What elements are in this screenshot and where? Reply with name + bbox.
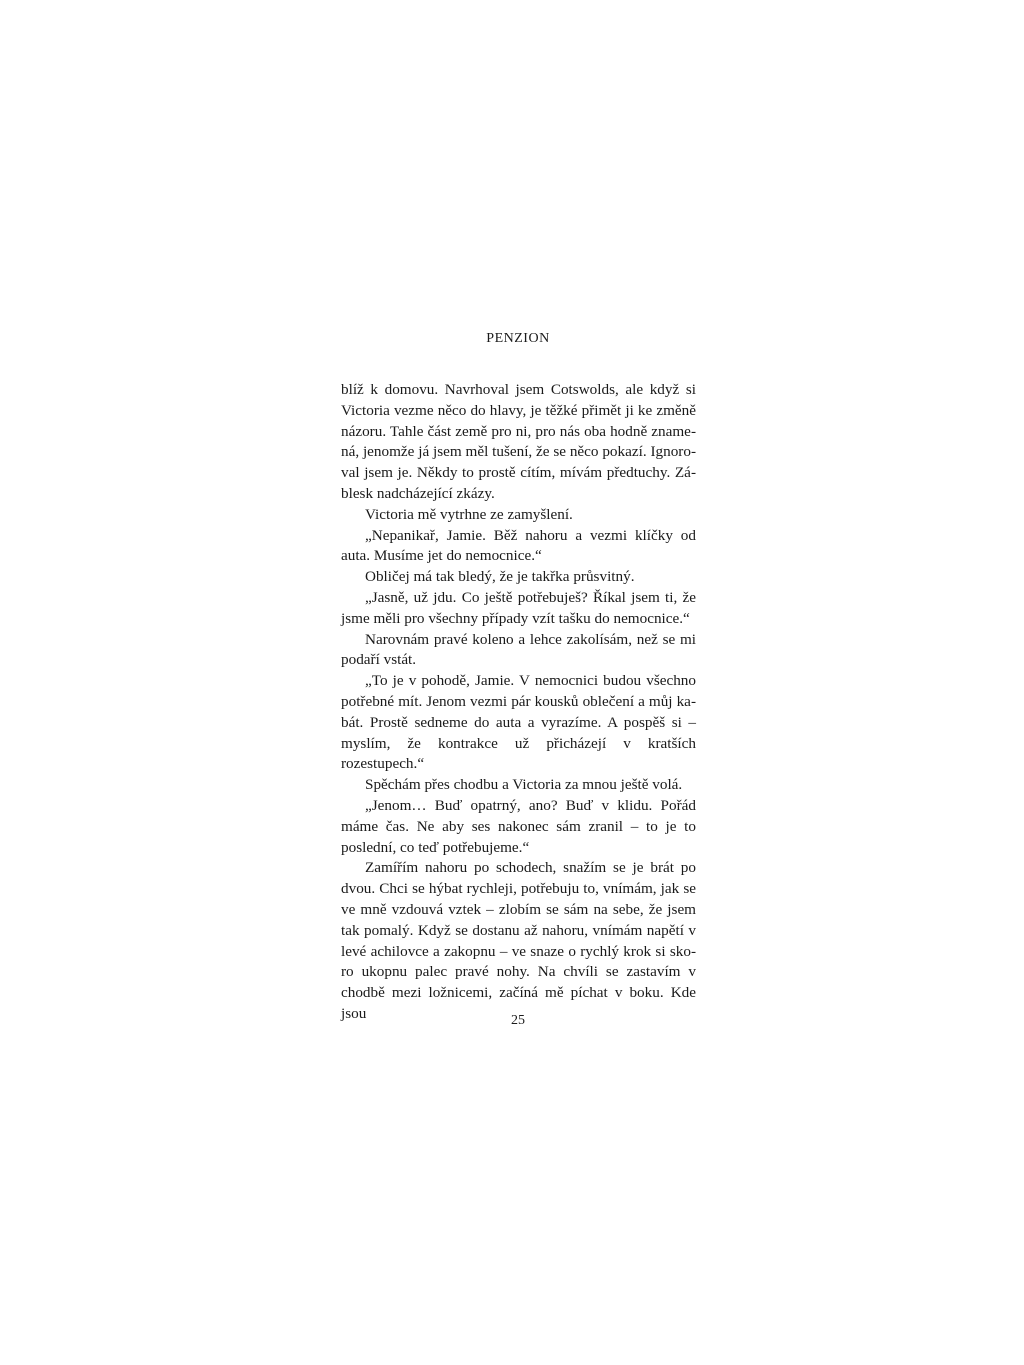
paragraph: Zamířím nahoru po schodech, snažím se je brát po dvou. Chci se hýbat rychleji, potřebuju to, vnímám, jak se ve mně vzdouvá vztek – zlobím se sám na sebe, že jsem tak pomalý. Když se dostanu až nahoru, vnímám napětí v levé achilovce a zakopnu – ve snaze o rychlý krok si skoro ukopnu palec pravé nohy. Na chvíli se zastavím v chodbě mezi ložnicemi, začíná mě píchat v boku. Kde jsou xyxy=(341,859,696,1022)
paragraph: „Nepanikař, Jamie. Běž nahoru a vezmi klíčky od auta. Musíme jet do nemocnice.“ xyxy=(341,526,696,565)
paragraph: Spěchám přes chodbu a Victoria za mnou ještě volá. xyxy=(365,776,683,794)
paragraph: „To je v pohodě, Jamie. V nemocnici budou všechno potřebné mít. Jenom vezmi pár kousků oblečení a můj kabát. Prostě sedneme do auta a vyrazíme. A pospěš si – myslím, že kontrakce už přicházejí v kratších rozestupech.“ xyxy=(341,672,696,773)
body-text xyxy=(341,380,696,1025)
paragraph: Victoria mě vytrhne ze zamyšlení. xyxy=(365,505,573,523)
paragraph: „Jasně, už jdu. Co ještě potřebuješ? Říkal jsem ti, že jsme měli pro všechny případy vzít tašku do nemocnice.“ xyxy=(341,588,696,627)
running-head: PENZION xyxy=(486,331,550,346)
paragraph: blíž k domovu. Navrhoval jsem Cotswolds, ale když si Victoria vezme něco do hlavy, je těžké přimět ji ke změně názoru. Tahle část země pro ni, pro nás oba hodně znamená, jenomže já jsem měl tušení, že se něco pokazí. Ignoroval jsem je. Někdy to prostě cítím, mívám předtuchy. Záblesk nadcházející zkázy. xyxy=(341,381,696,502)
paragraph: Obličej má tak bledý, že je takřka průsvitný. xyxy=(365,568,635,586)
paragraph: Narovnám pravé koleno a lehce zakolísám, než se mi podaří vstát. xyxy=(341,630,696,669)
page-number: 25 xyxy=(511,1013,525,1028)
paragraph: „Jenom… Buď opatrný, ano? Buď v klidu. Pořád máme čas. Ne aby ses nakonec sám zranil – to je to poslední, co teď potřebujeme.“ xyxy=(341,796,696,856)
